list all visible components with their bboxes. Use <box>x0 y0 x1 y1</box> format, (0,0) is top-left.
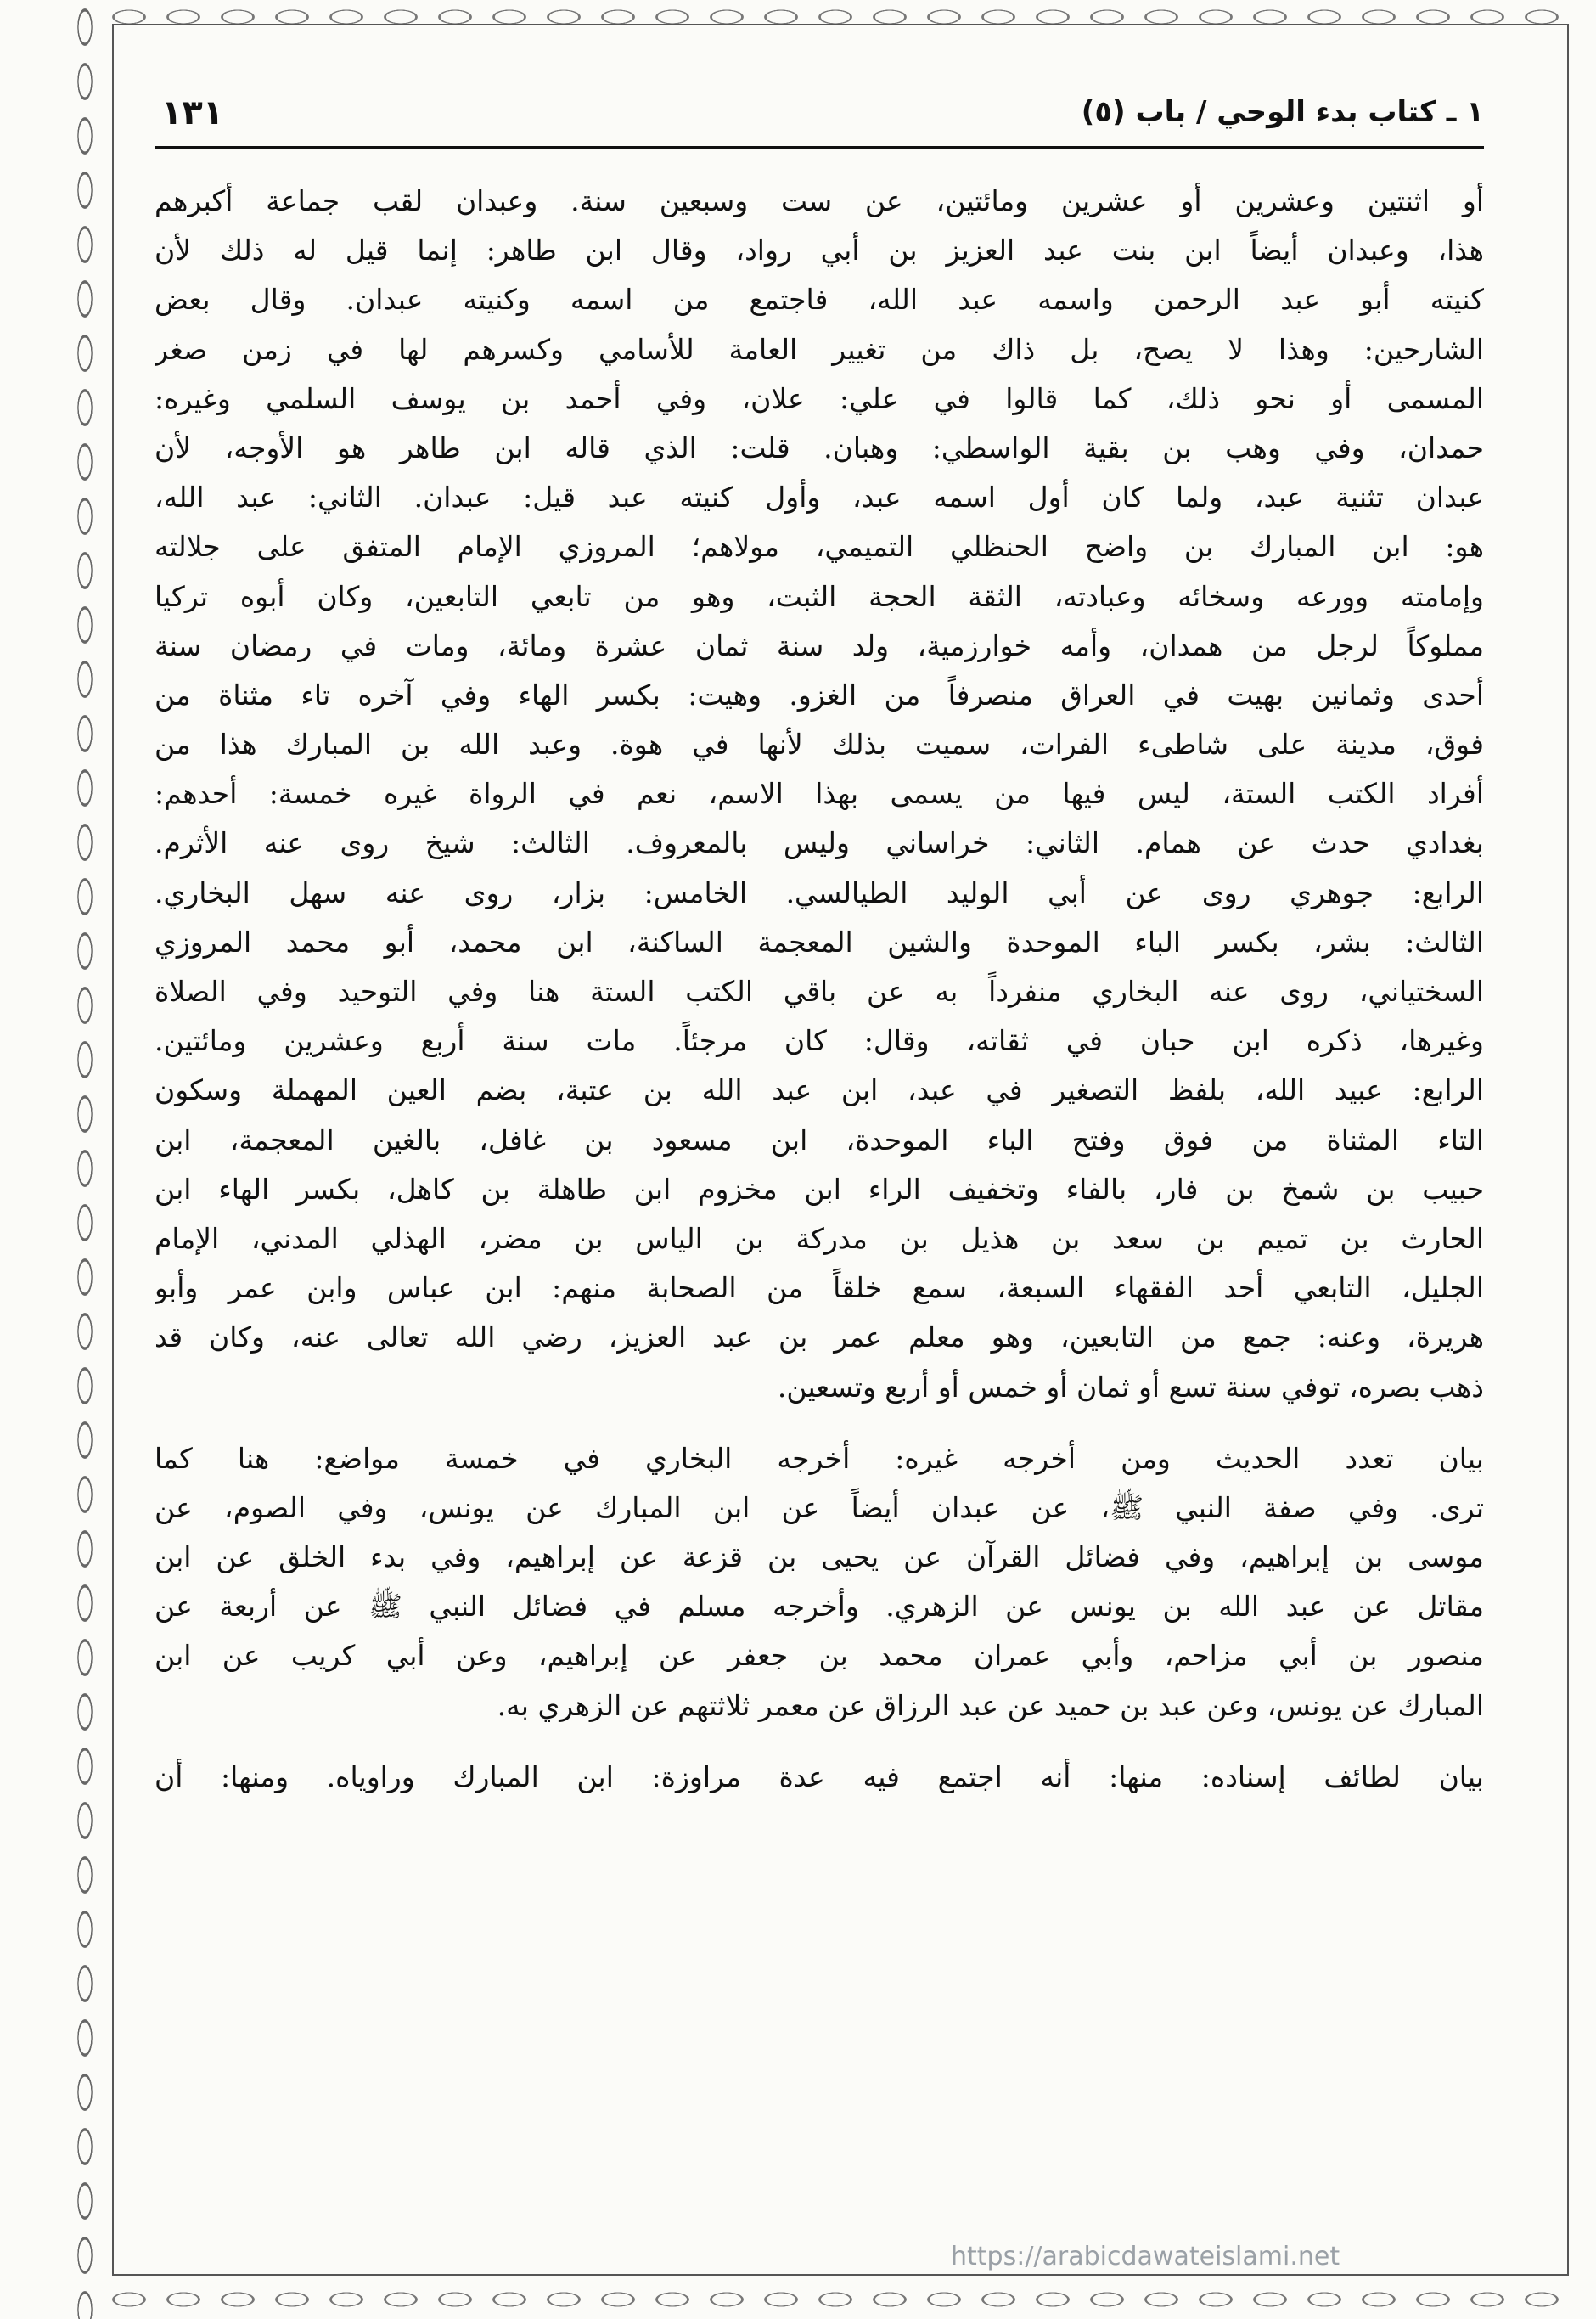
text-line: بيان لطائف إسناده: منها: أنه اجتمع فيه عدة مراوزة: ابن المبارك وراوياه. ومنها: أن <box>155 1759 1484 1793</box>
paragraph-gap <box>155 1731 1484 1753</box>
running-head: ١ ـ كتاب بدء الوحي / باب (٥) <box>1081 95 1484 129</box>
text-line: موسى بن إبراهيم، وفي فضائل القرآن عن يحيى بن قزعة عن إبراهيم، وفي بدء الخلق عن ابن <box>155 1540 1484 1574</box>
text-line: هو: ابن المبارك بن واضح الحنظلي التميمي، مولاهم؛ المروزي الإمام المتفق على جلالته <box>155 530 1484 564</box>
bottom-ornamental-border <box>102 2282 1562 2316</box>
text-line: أفراد الكتب الستة، ليس فيها من يسمى بهذا الاسم، نعم في الرواة غيره خمسة: أحدهم: <box>155 777 1484 811</box>
paragraph-gap <box>155 1412 1484 1434</box>
page-header <box>155 95 1484 141</box>
text-line: التاء المثناة من فوق وفتح الباء الموحدة، ابن مسعود بن غافل، بالغين المعجمة، ابن <box>155 1123 1484 1157</box>
text-line: الشارحين: وهذا لا يصح، بل ذاك من تغيير العامة للأسامي وكسرهم لها في زمن صغر <box>155 332 1484 366</box>
left-ornamental-border <box>68 0 102 2319</box>
watermark-url: https://arabicdawateislami.net <box>951 2242 1340 2271</box>
text-line: الرابع: جوهري روى عن أبي الوليد الطيالسي. الخامس: بزار، روى عنه سهل البخاري. <box>155 875 1484 909</box>
text-line: أو اثنتين وعشرين أو عشرين ومائتين، عن ست وسبعين سنة. وعبدان لقب جماعة أكبرهم <box>155 184 1484 217</box>
text-line: أحدى وثمانين بهيت في العراق منصرفاً من الغزو. وهيت: بكسر الهاء وفي آخره تاء مثناة من <box>155 678 1484 712</box>
text-line: الحارث بن تميم بن سعد بن هذيل بن مدركة بن الياس بن مضر، الهذلي المدني، الإمام <box>155 1221 1484 1255</box>
text-line: المسمى أو نحو ذلك، كما قالوا في علي: علان، وفي أحمد بن يوسف السلمي وغيره: <box>155 381 1484 415</box>
text-line: عبدان تثنية عبد، ولما كان أول اسمه عبد، وأول كنيته عبد قيل: عبدان. الثاني: عبد الله، <box>155 481 1484 515</box>
text-line: الرابع: عبيد الله، بلفظ التصغير في عبد، ابن عبد الله بن عتبة، بضم العين المهملة وسكون <box>155 1073 1484 1107</box>
text-line: بيان تعدد الحديث ومن أخرجه غيره: أخرجه البخاري في خمسة مواضع: هنا كما <box>155 1441 1484 1475</box>
text-line: ذهب بصره، توفي سنة تسع أو ثمان أو خمس أو أربع وتسعين. <box>777 1370 1484 1404</box>
text-line: السختياني، روى عنه البخاري منفرداً به عن باقي الكتب الستة هنا وفي التوحيد وفي الصلاة <box>155 975 1484 1008</box>
text-line: منصور بن أبي مزاحم، وأبي عمران محمد بن جعفر عن إبراهيم، وعن أبي كريب عن ابن <box>155 1639 1484 1673</box>
text-line: فوق، مدينة على شاطىء الفرات، سميت بذلك لأنها في هوة. وعبد الله بن المبارك هذا من <box>155 728 1484 762</box>
text-line: وإمامته وورعه وسخائه وعبادته، الثقة الحجة الثبت، وهو من تابعي التابعين، وكان أبوه تركيا <box>155 579 1484 613</box>
text-line: ترى. وفي صفة النبي ﷺ، عن عبدان أيضاً عن ابن المبارك عن يونس، وفي الصوم، عن <box>155 1490 1484 1524</box>
text-line: حمدان، وفي وهب بن بقية الواسطي: وهبان. قلت: الذي قاله ابن طاهر هو الأوجه، لأن <box>155 431 1484 464</box>
text-line: الثالث: بشر، بكسر الباء الموحدة والشين المعجمة الساكنة، ابن محمد، أبو محمد المروزي <box>155 925 1484 959</box>
text-line: الجليل، التابعي أحد الفقهاء السبعة، سمع خلقاً من الصحابة منهم: ابن عباس وابن عمر وأبو <box>155 1271 1484 1305</box>
text-line: مملوكاً لرجل من همدان، وأمه خوارزمية، ولد سنة ثمان عشرة ومائة، ومات في رمضان سنة <box>155 628 1484 662</box>
text-line: مقاتل عن عبد الله بن يونس عن الزهري. وأخرجه مسلم في فضائل النبي ﷺ عن أربعة عن <box>155 1590 1484 1624</box>
text-line: كنيته أبو عبد الرحمن واسمه عبد الله، فاجتمع من اسمه وكنيته عبدان. وقال بعض <box>155 283 1484 317</box>
text-line: المبارك عن يونس، وعن عبد بن حميد عن عبد الرزاق عن معمر ثلاثتهم عن الزهري به. <box>497 1688 1484 1722</box>
text-line: وغيرها، ذكره ابن حبان في ثقاته، وقال: كان مرجئاً. مات سنة أربع وعشرين ومائتين. <box>155 1024 1484 1058</box>
text-line: بغدادي حدث عن همام. الثاني: خراساني وليس بالمعروف. الثالث: شيخ روى عنه الأثرم. <box>155 826 1484 860</box>
text-line: هذا، وعبدان أيضاً ابن بنت عبد العزيز بن أبي رواد، وقال ابن طاهر: إنما قيل له ذلك لأن <box>155 234 1484 267</box>
text-line: حبيب بن شمخ بن فار، بالفاء وتخفيف الراء ابن مخزوم ابن طاهلة بن كاهل، بكسر الهاء ابن <box>155 1172 1484 1206</box>
page-number: ١٣١ <box>161 93 224 132</box>
header-rule <box>155 146 1484 149</box>
main-text <box>155 177 1484 1802</box>
text-line: هريرة، وعنه: جمع من التابعين، وهو معلم عمر بن عبد العزيز، رضي الله تعالى عنه، وكان قد <box>155 1320 1484 1354</box>
